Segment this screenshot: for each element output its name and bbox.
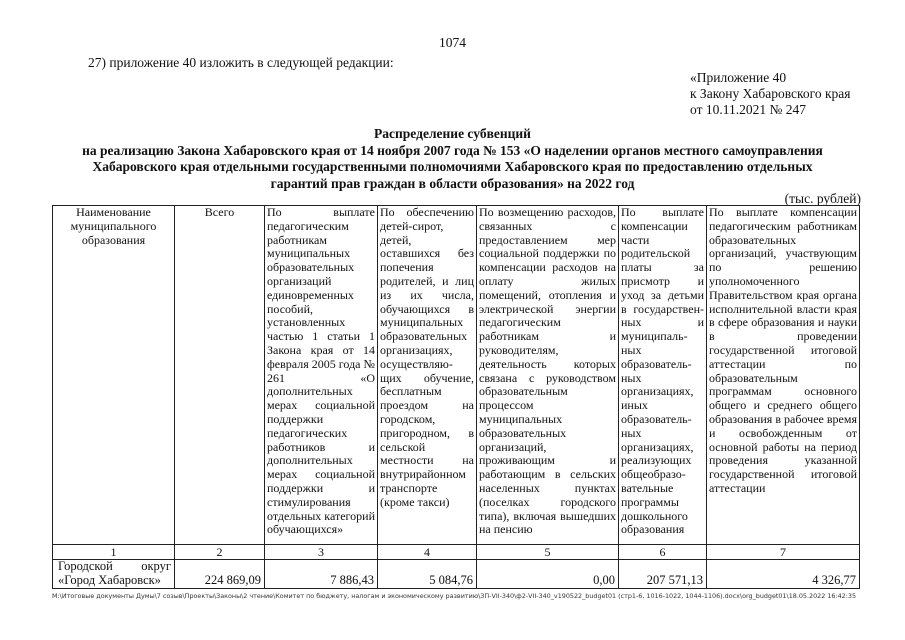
total-value: 224 869,09 [175, 560, 265, 589]
col5-value: 0,00 [477, 560, 619, 589]
col3-value: 7 886,43 [265, 560, 378, 589]
column-number: 4 [378, 545, 477, 560]
column-number: 3 [265, 545, 378, 560]
col6-value: 207 571,13 [619, 560, 707, 589]
appendix-line: к Закону Хабаровского края [690, 86, 851, 101]
title-line: Хабаровского края отдельными государственными полномочиями Хабаровского края по предоставлению отдельных [92, 159, 813, 174]
column-number: 1 [53, 545, 175, 560]
file-path-footer: М:\Итоговые документы Думы\7 созыв\Проекты\Законы\2 чтение\Комитет по бюджету, налогам и экономическому развитию\ЗП-VII-340\ф2-VII-340_v190522_budget01 (стр1-6, 1016-1022, 1044-1106).docx\org_budget01\18.05.2022 16:42:35 [52, 592, 857, 600]
column-number: 5 [477, 545, 619, 560]
table-row [53, 560, 860, 589]
column-number: 6 [619, 545, 707, 560]
title-line: гарантий прав граждан в области образования» на 2022 год [270, 175, 635, 191]
municipality-name-line: Городской округ [58, 559, 171, 573]
header-col5: По возмещению расходов, связанных с предоставлением мер социальной поддержки по компенсации расходов на оплату жилых помещений, отопления и электрической энергии педагогическим работникам и руководителям, деятельность которых связана с руководством образовательным процессом муниципальных образовательных организаций, проживающим и работающим в сельских населенных пунктах (поселках городского типа), включая вышедших на пенсию [477, 206, 619, 545]
document-title [40, 126, 865, 192]
appendix-line: от 10.11.2021 № 247 [690, 102, 806, 117]
column-number: 7 [707, 545, 860, 560]
municipality-name [53, 560, 175, 589]
header-col6: По выплате компенсации части родительской платы за присмотр и уход за детьми в государствен-ных и муниципаль-ных образователь-ных организациях, иных образователь-ных организациях, реализующих общеобразо-вательные программы дошкольного образования [619, 206, 707, 545]
appendix-reference [690, 70, 851, 118]
header-row [53, 206, 860, 545]
municipality-name-line: «Город Хабаровск» [58, 572, 161, 587]
subsidy-table [52, 205, 860, 589]
header-municipality: Наименование муниципального образования [53, 206, 175, 545]
header-col7: По выплате компенсации педагогическим работникам образовательных организаций, участвующим по решению уполномоченного Правительством края органа исполнительной власти края в сфере образования и науки в проведении государственной итоговой аттестации по образовательным программам основного общего и среднего общего образования в рабочее время и освобожденным от основной работы на период проведения указанной государственной итоговой аттестации [707, 206, 860, 545]
unit-label: (тыс. рублей) [784, 191, 861, 206]
header-col3: По выплате педагогическим работникам муниципальных образовательных организаций единовременных пособий, установленных частью 1 статьи 1 Закона края от 14 февраля 2005 года № 261 «О дополнительных мерах социальной поддержки педагогических работников и дополнительных мерах социальной поддержки и стимулирования отдельных категорий обучающихся» [265, 206, 378, 545]
title-line: на реализацию Закона Хабаровского края от 14 ноября 2007 года № 153 «О наделении органов местного самоуправления [82, 142, 823, 158]
header-col4: По обеспечению детей-сирот, детей, оставшихся без попечения родителей, и лиц из их числа, обучающихся в муниципальных образовательных организациях, осуществляю-щих обучение, бесплатным проездом на городском, пригородном, в сельской местности на внутрирайонном транспорте (кроме такси) [378, 206, 477, 545]
header-total: Всего [175, 206, 265, 545]
page-number: 1074 [439, 35, 466, 50]
column-number-row [53, 545, 860, 560]
title-line: Распределение субвенций [374, 126, 531, 141]
intro-text: 27) приложение 40 изложить в следующей редакции: [88, 55, 394, 70]
appendix-line: «Приложение 40 [690, 70, 787, 85]
col7-value: 4 326,77 [707, 560, 860, 589]
col4-value: 5 084,76 [378, 560, 477, 589]
column-number: 2 [175, 545, 265, 560]
